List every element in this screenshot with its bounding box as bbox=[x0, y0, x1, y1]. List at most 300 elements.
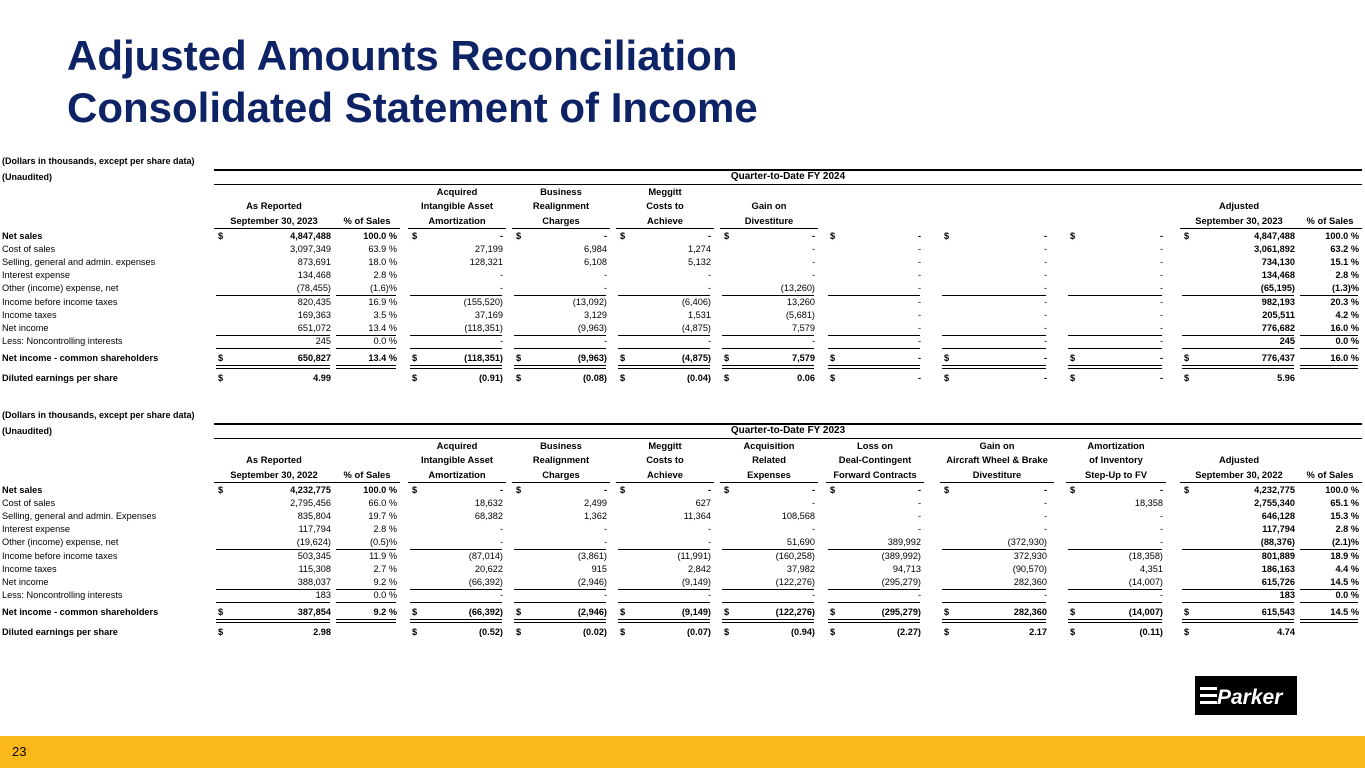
column-header-line: September 30, 2022 bbox=[230, 468, 318, 480]
total-double-rule bbox=[336, 619, 396, 623]
cell-value: 776,682 bbox=[1261, 323, 1295, 333]
value-cell bbox=[940, 372, 1050, 385]
column-header-line: Gain on bbox=[751, 200, 787, 211]
value-cell bbox=[1180, 536, 1298, 549]
row-label: Cost of sales bbox=[2, 498, 56, 508]
subtotal-rule bbox=[1300, 602, 1358, 603]
column-header-line: Acquired bbox=[436, 185, 478, 197]
cell-value: (2,946) bbox=[577, 577, 607, 587]
cell-value: - bbox=[603, 336, 607, 346]
cell-value: 389,992 bbox=[887, 537, 921, 547]
cell-value: - bbox=[499, 485, 503, 495]
value-cell bbox=[1066, 510, 1166, 523]
cell-value: (4,875) bbox=[681, 323, 711, 333]
cell-value: - bbox=[1043, 310, 1047, 320]
value-cell bbox=[720, 230, 818, 243]
total-double-rule bbox=[722, 619, 814, 623]
total-double-rule bbox=[336, 365, 396, 369]
row-label: Other (income) expense, net bbox=[2, 283, 119, 293]
value-cell bbox=[408, 523, 506, 536]
cell-value: (2,946) bbox=[577, 607, 607, 617]
value-cell bbox=[940, 576, 1050, 589]
column-header-line: Loss on bbox=[857, 439, 893, 451]
cell-value: - bbox=[1043, 257, 1047, 267]
subtotal-rule bbox=[722, 348, 814, 349]
value-cell bbox=[1180, 497, 1298, 510]
cell-value: 169,363 bbox=[297, 310, 331, 320]
value-cell bbox=[940, 550, 1050, 563]
value-cell bbox=[940, 335, 1050, 348]
logo-wordmark: Parker bbox=[1217, 686, 1283, 709]
value-cell bbox=[408, 309, 506, 322]
cell-value: 20,622 bbox=[474, 564, 503, 574]
dollar-sign: $ bbox=[412, 607, 418, 617]
column-header bbox=[826, 439, 924, 483]
column-header bbox=[408, 185, 506, 229]
percent-cell: 14.5 % bbox=[1330, 607, 1359, 617]
total-double-rule bbox=[1182, 365, 1294, 369]
table-row bbox=[0, 269, 1365, 282]
table-row bbox=[0, 322, 1365, 335]
value-cell bbox=[720, 484, 818, 497]
total-double-rule bbox=[722, 365, 814, 369]
percent-cell: 13.4 % bbox=[368, 323, 397, 333]
percent-cell: 0.0 % bbox=[373, 590, 397, 600]
row-label: Net sales bbox=[2, 485, 43, 495]
cell-value: 873,691 bbox=[297, 257, 331, 267]
subtotal-rule bbox=[1068, 602, 1162, 603]
percent-cell: 15.1 % bbox=[1330, 257, 1359, 267]
table-row bbox=[0, 230, 1365, 243]
percent-cell bbox=[1298, 626, 1359, 639]
value-cell bbox=[940, 322, 1050, 335]
value-cell bbox=[616, 322, 714, 335]
subtotal-rule bbox=[1182, 602, 1294, 603]
percent-cell: 0.0 % bbox=[1335, 336, 1359, 346]
dollar-sign: $ bbox=[724, 353, 730, 363]
value-cell bbox=[826, 536, 924, 549]
row-label: Net income - common shareholders bbox=[2, 607, 159, 617]
cell-value: - bbox=[917, 336, 921, 346]
column-header bbox=[940, 185, 1054, 228]
table-row bbox=[0, 563, 1365, 576]
cell-value: 108,568 bbox=[781, 511, 815, 521]
units-note: (Dollars in thousands, except per share data) bbox=[2, 156, 195, 166]
value-cell bbox=[408, 484, 506, 497]
value-cell bbox=[214, 322, 334, 335]
cell-value: 734,130 bbox=[1261, 257, 1295, 267]
total-double-rule bbox=[1068, 619, 1162, 623]
row-label: Other (income) expense, net bbox=[2, 537, 119, 547]
percent-cell: 0.0 % bbox=[1335, 590, 1359, 600]
value-cell bbox=[616, 296, 714, 309]
column-header-line: Amortization bbox=[1087, 439, 1145, 451]
cell-value: - bbox=[917, 270, 921, 280]
column-header bbox=[1066, 439, 1166, 483]
value-cell bbox=[214, 256, 334, 269]
value-cell bbox=[720, 256, 818, 269]
table-row bbox=[0, 576, 1365, 589]
dollar-sign: $ bbox=[724, 231, 730, 241]
cell-value: 183 bbox=[1279, 590, 1295, 600]
table-row bbox=[0, 536, 1365, 549]
cell-value: - bbox=[1159, 323, 1163, 333]
cell-value: 1,362 bbox=[584, 511, 607, 521]
column-header-line: Realignment bbox=[532, 200, 590, 211]
value-cell bbox=[720, 497, 818, 510]
cell-value: 245 bbox=[1279, 336, 1295, 346]
cell-value: 1,531 bbox=[688, 310, 711, 320]
value-cell bbox=[1180, 296, 1298, 309]
table-row bbox=[0, 523, 1365, 536]
value-cell bbox=[940, 309, 1050, 322]
cell-value: (160,258) bbox=[775, 551, 815, 561]
percent-cell: 19.7 % bbox=[368, 511, 397, 521]
cell-value: - bbox=[1159, 524, 1163, 534]
cell-value: - bbox=[917, 485, 921, 495]
column-header-line: Divestiture bbox=[744, 214, 794, 226]
value-cell bbox=[214, 335, 334, 348]
column-header-line: Related bbox=[752, 454, 786, 465]
table-row bbox=[0, 589, 1365, 602]
cell-value: - bbox=[603, 537, 607, 547]
dollar-sign: $ bbox=[516, 485, 522, 495]
unaudited-note: (Unaudited) bbox=[2, 426, 52, 436]
cell-value: (3,861) bbox=[577, 551, 607, 561]
dollar-sign: $ bbox=[944, 627, 950, 637]
cell-value: - bbox=[1159, 485, 1163, 495]
cell-value: 4,232,775 bbox=[290, 485, 331, 495]
cell-value: - bbox=[499, 336, 503, 346]
value-cell bbox=[826, 576, 924, 589]
percent-cell: 2.8 % bbox=[1335, 270, 1359, 280]
percent-cell: 16.0 % bbox=[1330, 353, 1359, 363]
value-cell bbox=[512, 256, 610, 269]
total-double-rule bbox=[828, 365, 920, 369]
column-header bbox=[720, 185, 818, 229]
value-cell bbox=[1180, 372, 1298, 385]
value-cell bbox=[940, 282, 1050, 295]
value-cell bbox=[940, 484, 1050, 497]
value-cell bbox=[616, 309, 714, 322]
cell-value: - bbox=[1159, 257, 1163, 267]
column-header bbox=[720, 439, 818, 483]
value-cell bbox=[214, 243, 334, 256]
subtotal-rule bbox=[514, 348, 606, 349]
percent-cell: 0.0 % bbox=[373, 336, 397, 346]
value-cell bbox=[214, 372, 334, 385]
value-cell bbox=[1180, 626, 1298, 639]
value-cell bbox=[214, 576, 334, 589]
cell-value: (372,930) bbox=[1007, 537, 1047, 547]
cell-value: 2.17 bbox=[1029, 627, 1047, 637]
dollar-sign: $ bbox=[620, 607, 626, 617]
column-header-line: Charges bbox=[542, 468, 580, 480]
value-cell bbox=[616, 576, 714, 589]
dollar-sign: $ bbox=[620, 627, 626, 637]
column-header-line: Charges bbox=[542, 214, 580, 226]
cell-value: - bbox=[1159, 244, 1163, 254]
row-label: Less: Noncontrolling interests bbox=[2, 590, 123, 600]
cell-value: - bbox=[603, 485, 607, 495]
value-cell bbox=[512, 550, 610, 563]
table-row bbox=[0, 372, 1365, 385]
value-cell bbox=[214, 230, 334, 243]
value-cell bbox=[1066, 372, 1166, 385]
cell-value: (5,681) bbox=[785, 310, 815, 320]
cell-value: (0.11) bbox=[1139, 627, 1163, 637]
value-cell bbox=[720, 372, 818, 385]
value-cell bbox=[512, 243, 610, 256]
cell-value: - bbox=[811, 524, 815, 534]
dollar-sign: $ bbox=[724, 373, 730, 383]
total-double-rule bbox=[514, 619, 606, 623]
cell-value: (66,392) bbox=[468, 577, 503, 587]
value-cell bbox=[720, 296, 818, 309]
cell-value: (0.94) bbox=[790, 627, 815, 637]
cell-value: (4,875) bbox=[681, 353, 711, 363]
percent-cell: 4.4 % bbox=[1335, 564, 1359, 574]
cell-value: - bbox=[917, 498, 921, 508]
dollar-sign: $ bbox=[218, 373, 224, 383]
cell-value: (295,279) bbox=[881, 607, 921, 617]
total-double-rule bbox=[1068, 365, 1162, 369]
subtotal-rule bbox=[828, 348, 920, 349]
dollar-sign: $ bbox=[1070, 373, 1076, 383]
cell-value: 18,358 bbox=[1134, 498, 1163, 508]
dollar-sign: $ bbox=[620, 353, 626, 363]
cell-value: 68,382 bbox=[474, 511, 503, 521]
value-cell bbox=[1066, 576, 1166, 589]
cell-value: 117,794 bbox=[1262, 524, 1295, 534]
dollar-sign: $ bbox=[830, 231, 836, 241]
value-cell bbox=[512, 497, 610, 510]
value-cell bbox=[408, 497, 506, 510]
cell-value: (0.02) bbox=[582, 627, 607, 637]
value-cell bbox=[616, 352, 714, 365]
value-cell bbox=[512, 606, 610, 619]
percent-cell: 2.8 % bbox=[1335, 524, 1359, 534]
cell-value: 2,795,456 bbox=[290, 498, 331, 508]
column-header bbox=[1298, 185, 1362, 229]
value-cell bbox=[720, 550, 818, 563]
column-header-line: As Reported bbox=[246, 200, 302, 211]
total-double-rule bbox=[410, 619, 502, 623]
percent-cell: 3.5 % bbox=[373, 310, 397, 320]
cell-value: (9,963) bbox=[577, 353, 607, 363]
subtotal-rule bbox=[828, 602, 920, 603]
row-label: Interest expense bbox=[2, 524, 70, 534]
value-cell bbox=[720, 322, 818, 335]
value-cell bbox=[512, 563, 610, 576]
cell-value: - bbox=[811, 270, 815, 280]
row-label: Net income bbox=[2, 323, 49, 333]
cell-value: - bbox=[603, 231, 607, 241]
column-header bbox=[334, 185, 400, 229]
percent-cell: 100.0 % bbox=[363, 231, 397, 241]
cell-value: 3,097,349 bbox=[290, 244, 331, 254]
value-cell bbox=[214, 626, 334, 639]
percent-cell: 2.7 % bbox=[373, 564, 397, 574]
cell-value: - bbox=[811, 485, 815, 495]
dollar-sign: $ bbox=[218, 353, 224, 363]
cell-value: - bbox=[1043, 297, 1047, 307]
total-double-rule bbox=[1182, 619, 1294, 623]
cell-value: - bbox=[811, 590, 815, 600]
dollar-sign: $ bbox=[412, 485, 418, 495]
subtotal-rule bbox=[336, 348, 396, 349]
column-header-line: Amortization bbox=[428, 468, 486, 480]
cell-value: 134,468 bbox=[297, 270, 331, 280]
value-cell bbox=[940, 606, 1050, 619]
value-cell bbox=[940, 510, 1050, 523]
period-header: Quarter-to-Date FY 2024 bbox=[214, 169, 1362, 185]
cell-value: 183 bbox=[315, 590, 331, 600]
cell-value: 51,690 bbox=[786, 537, 815, 547]
value-cell bbox=[214, 269, 334, 282]
cell-value: - bbox=[1043, 336, 1047, 346]
subtotal-rule bbox=[410, 602, 502, 603]
column-header bbox=[826, 185, 924, 228]
page-title: Adjusted Amounts Reconciliation Consolidated Statement of Income bbox=[67, 32, 758, 131]
percent-cell: 18.9 % bbox=[1330, 551, 1359, 561]
cell-value: (122,276) bbox=[775, 577, 815, 587]
column-header bbox=[616, 439, 714, 483]
percent-cell: 14.5 % bbox=[1330, 577, 1359, 587]
cell-value: (88,376) bbox=[1260, 537, 1295, 547]
cell-value: - bbox=[1159, 310, 1163, 320]
cell-value: - bbox=[707, 336, 711, 346]
dollar-sign: $ bbox=[516, 373, 522, 383]
cell-value: 776,437 bbox=[1261, 353, 1295, 363]
cell-value: 4,847,488 bbox=[290, 231, 331, 241]
value-cell bbox=[1066, 352, 1166, 365]
cell-value: - bbox=[811, 257, 815, 267]
cell-value: 6,984 bbox=[584, 244, 607, 254]
footer-bar bbox=[0, 736, 1365, 768]
cell-value: (0.08) bbox=[582, 373, 607, 383]
cell-value: 18,632 bbox=[474, 498, 503, 508]
value-cell bbox=[940, 536, 1050, 549]
total-double-rule bbox=[216, 365, 330, 369]
column-header-line: Business bbox=[540, 185, 582, 197]
cell-value: - bbox=[1043, 373, 1047, 383]
cell-value: - bbox=[499, 270, 503, 280]
table-row bbox=[0, 296, 1365, 309]
cell-value: - bbox=[917, 590, 921, 600]
value-cell bbox=[826, 563, 924, 576]
value-cell bbox=[214, 523, 334, 536]
percent-cell: 100.0 % bbox=[1325, 485, 1359, 495]
column-header-line: Acquisition bbox=[743, 439, 795, 451]
cell-value: 94,713 bbox=[892, 564, 921, 574]
value-cell bbox=[1066, 497, 1166, 510]
value-cell bbox=[408, 243, 506, 256]
value-cell bbox=[1066, 335, 1166, 348]
dollar-sign: $ bbox=[1184, 485, 1190, 495]
dollar-sign: $ bbox=[412, 231, 418, 241]
subtotal-rule bbox=[216, 348, 330, 349]
cell-value: - bbox=[1159, 373, 1163, 383]
value-cell bbox=[616, 536, 714, 549]
table-row bbox=[0, 282, 1365, 295]
cell-value: 0.06 bbox=[797, 373, 815, 383]
dollar-sign: $ bbox=[724, 627, 730, 637]
cell-value: - bbox=[1043, 590, 1047, 600]
value-cell bbox=[720, 309, 818, 322]
percent-cell: 9.2 % bbox=[373, 577, 397, 587]
parker-logo bbox=[1195, 676, 1297, 715]
value-cell bbox=[214, 510, 334, 523]
total-double-rule bbox=[1300, 365, 1358, 369]
cell-value: 27,199 bbox=[474, 244, 503, 254]
value-cell bbox=[826, 589, 924, 602]
cell-value: 1,274 bbox=[688, 244, 711, 254]
cell-value: (6,406) bbox=[681, 297, 711, 307]
column-header-line: % of Sales bbox=[1306, 214, 1354, 226]
value-cell bbox=[1180, 243, 1298, 256]
cell-value: (19,624) bbox=[296, 537, 331, 547]
dollar-sign: $ bbox=[620, 485, 626, 495]
value-cell bbox=[408, 296, 506, 309]
cell-value: (13,260) bbox=[780, 283, 815, 293]
cell-value: - bbox=[707, 485, 711, 495]
column-header-line: Gain on bbox=[979, 439, 1015, 451]
dollar-sign: $ bbox=[1070, 231, 1076, 241]
value-cell bbox=[512, 510, 610, 523]
value-cell bbox=[940, 626, 1050, 639]
cell-value: 134,468 bbox=[1261, 270, 1295, 280]
dollar-sign: $ bbox=[1184, 353, 1190, 363]
cell-value: - bbox=[811, 498, 815, 508]
column-header-line: Business bbox=[540, 439, 582, 451]
value-cell bbox=[214, 484, 334, 497]
value-cell bbox=[940, 563, 1050, 576]
column-header-line: Divestiture bbox=[972, 468, 1022, 480]
dollar-sign: $ bbox=[1070, 627, 1076, 637]
column-header-line: September 30, 2023 bbox=[230, 214, 318, 226]
percent-cell: 63.9 % bbox=[368, 244, 397, 254]
cell-value: 37,982 bbox=[786, 564, 815, 574]
total-double-rule bbox=[942, 365, 1046, 369]
cell-value: - bbox=[1043, 270, 1047, 280]
percent-cell bbox=[334, 372, 397, 385]
cell-value: 835,804 bbox=[297, 511, 331, 521]
cell-value: - bbox=[1043, 323, 1047, 333]
cell-value: (0.91) bbox=[478, 373, 503, 383]
value-cell bbox=[616, 282, 714, 295]
column-header-line: Expenses bbox=[747, 468, 791, 480]
value-cell bbox=[826, 282, 924, 295]
value-cell bbox=[1066, 606, 1166, 619]
table-row bbox=[0, 550, 1365, 563]
cell-value: - bbox=[917, 231, 921, 241]
cell-value: - bbox=[707, 590, 711, 600]
cell-value: 282,360 bbox=[1013, 577, 1047, 587]
value-cell bbox=[826, 309, 924, 322]
cell-value: - bbox=[917, 323, 921, 333]
total-double-rule bbox=[618, 365, 710, 369]
value-cell bbox=[512, 269, 610, 282]
value-cell bbox=[616, 626, 714, 639]
percent-cell: 100.0 % bbox=[363, 485, 397, 495]
value-cell bbox=[1180, 523, 1298, 536]
value-cell bbox=[512, 352, 610, 365]
cell-value: - bbox=[1159, 231, 1163, 241]
value-cell bbox=[940, 523, 1050, 536]
table-row bbox=[0, 626, 1365, 639]
value-cell bbox=[1066, 269, 1166, 282]
